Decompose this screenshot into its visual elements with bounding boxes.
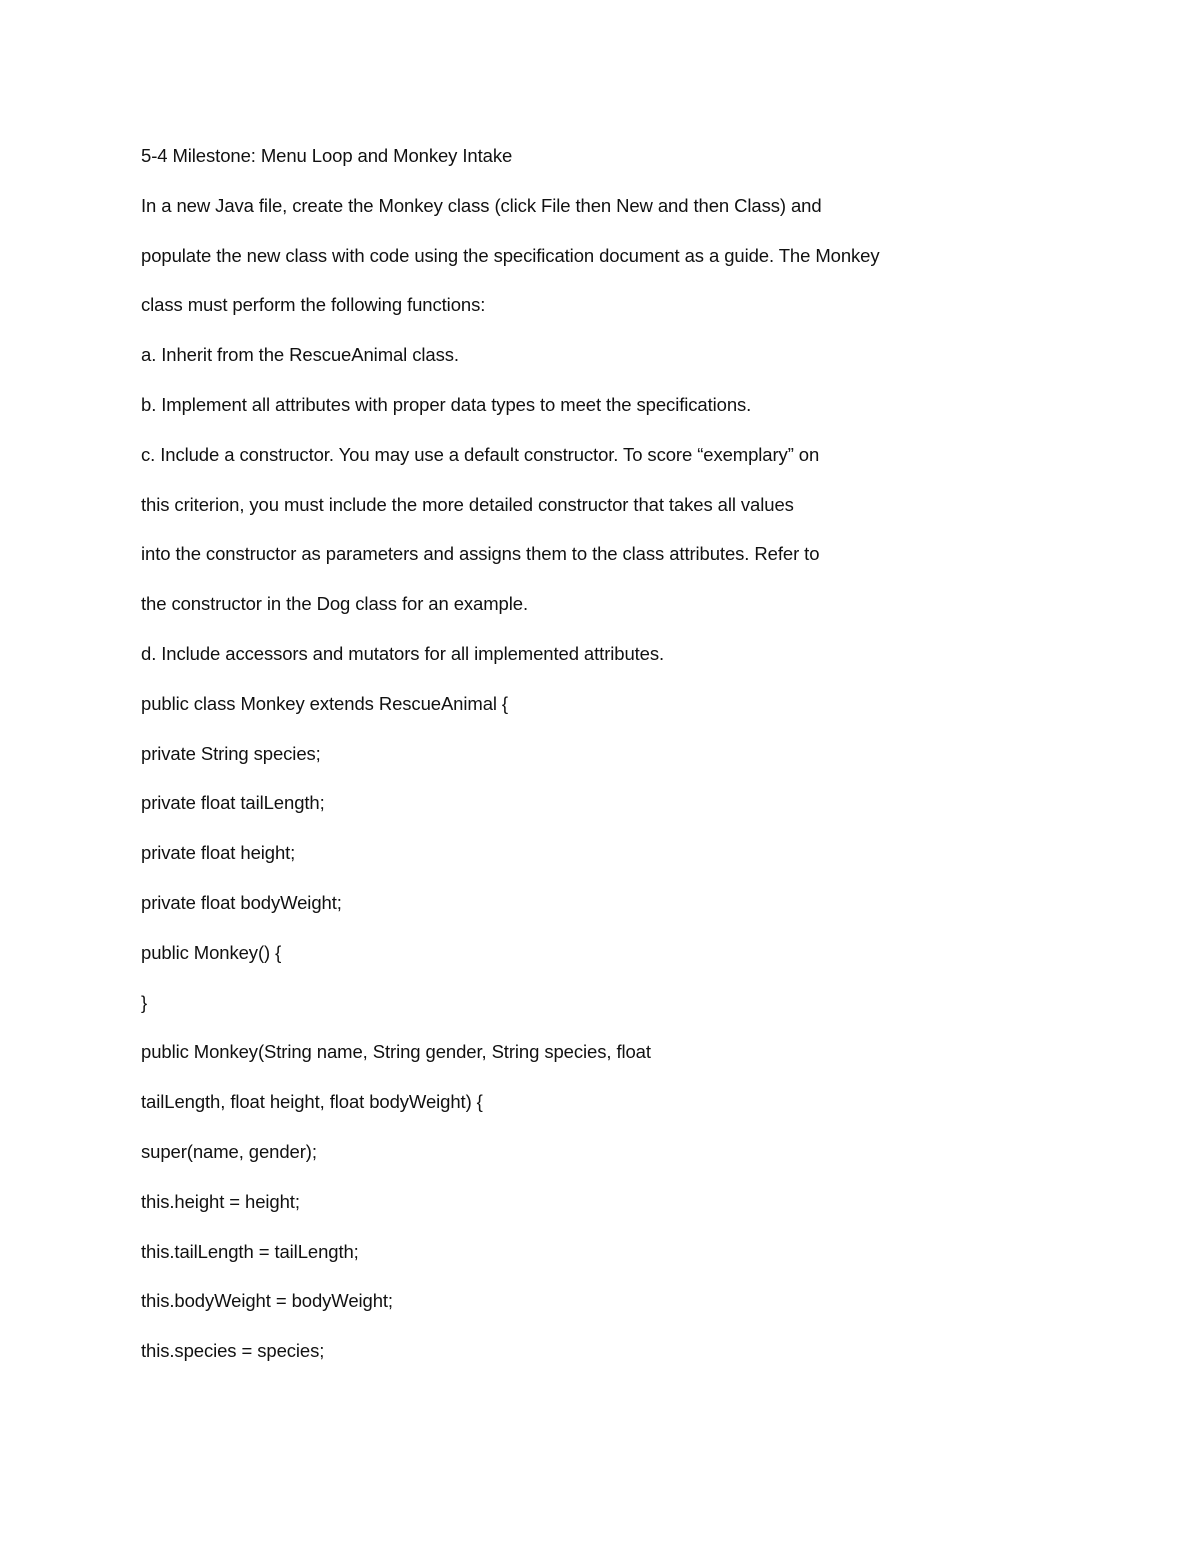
code-line: public class Monkey extends RescueAnimal { [141, 692, 509, 714]
code-line: } [141, 991, 148, 1013]
code-line: this.species = species; [141, 1340, 325, 1362]
text-line: into the constructor as parameters and assigns them to the class attributes. Refer to [141, 543, 820, 565]
code-line: this.height = height; [141, 1190, 300, 1212]
code-line: tailLength, float height, float bodyWeight) { [141, 1091, 483, 1113]
code-line: private String species; [141, 742, 321, 764]
text-line: b. Implement all attributes with proper data types to meet the specifications. [141, 393, 752, 415]
text-line: the constructor in the Dog class for an example. [141, 593, 528, 615]
code-line: super(name, gender); [141, 1140, 317, 1162]
text-line: populate the new class with code using the specification document as a guide. The Monkey [141, 244, 880, 266]
code-line: this.bodyWeight = bodyWeight; [141, 1290, 393, 1312]
text-line: class must perform the following functions: [141, 294, 486, 316]
code-line: private float bodyWeight; [141, 891, 342, 913]
code-line: public Monkey() { [141, 941, 282, 963]
text-line: c. Include a constructor. You may use a default constructor. To score “exemplary” on [141, 443, 820, 465]
code-line: private float tailLength; [141, 792, 325, 814]
document-body [141, 141, 1141, 1386]
text-line: d. Include accessors and mutators for all implemented attributes. [141, 642, 665, 664]
text-line: this criterion, you must include the more detailed constructor that takes all values [141, 493, 794, 515]
code-line: private float height; [141, 842, 296, 864]
code-line: public Monkey(String name, String gender, String species, float [141, 1041, 651, 1063]
document-title: 5-4 Milestone: Menu Loop and Monkey Intake [141, 145, 513, 166]
text-line: a. Inherit from the RescueAnimal class. [141, 344, 459, 366]
code-line: this.tailLength = tailLength; [141, 1240, 359, 1262]
text-line: In a new Java file, create the Monkey class (click File then New and then Class) and [141, 194, 822, 216]
